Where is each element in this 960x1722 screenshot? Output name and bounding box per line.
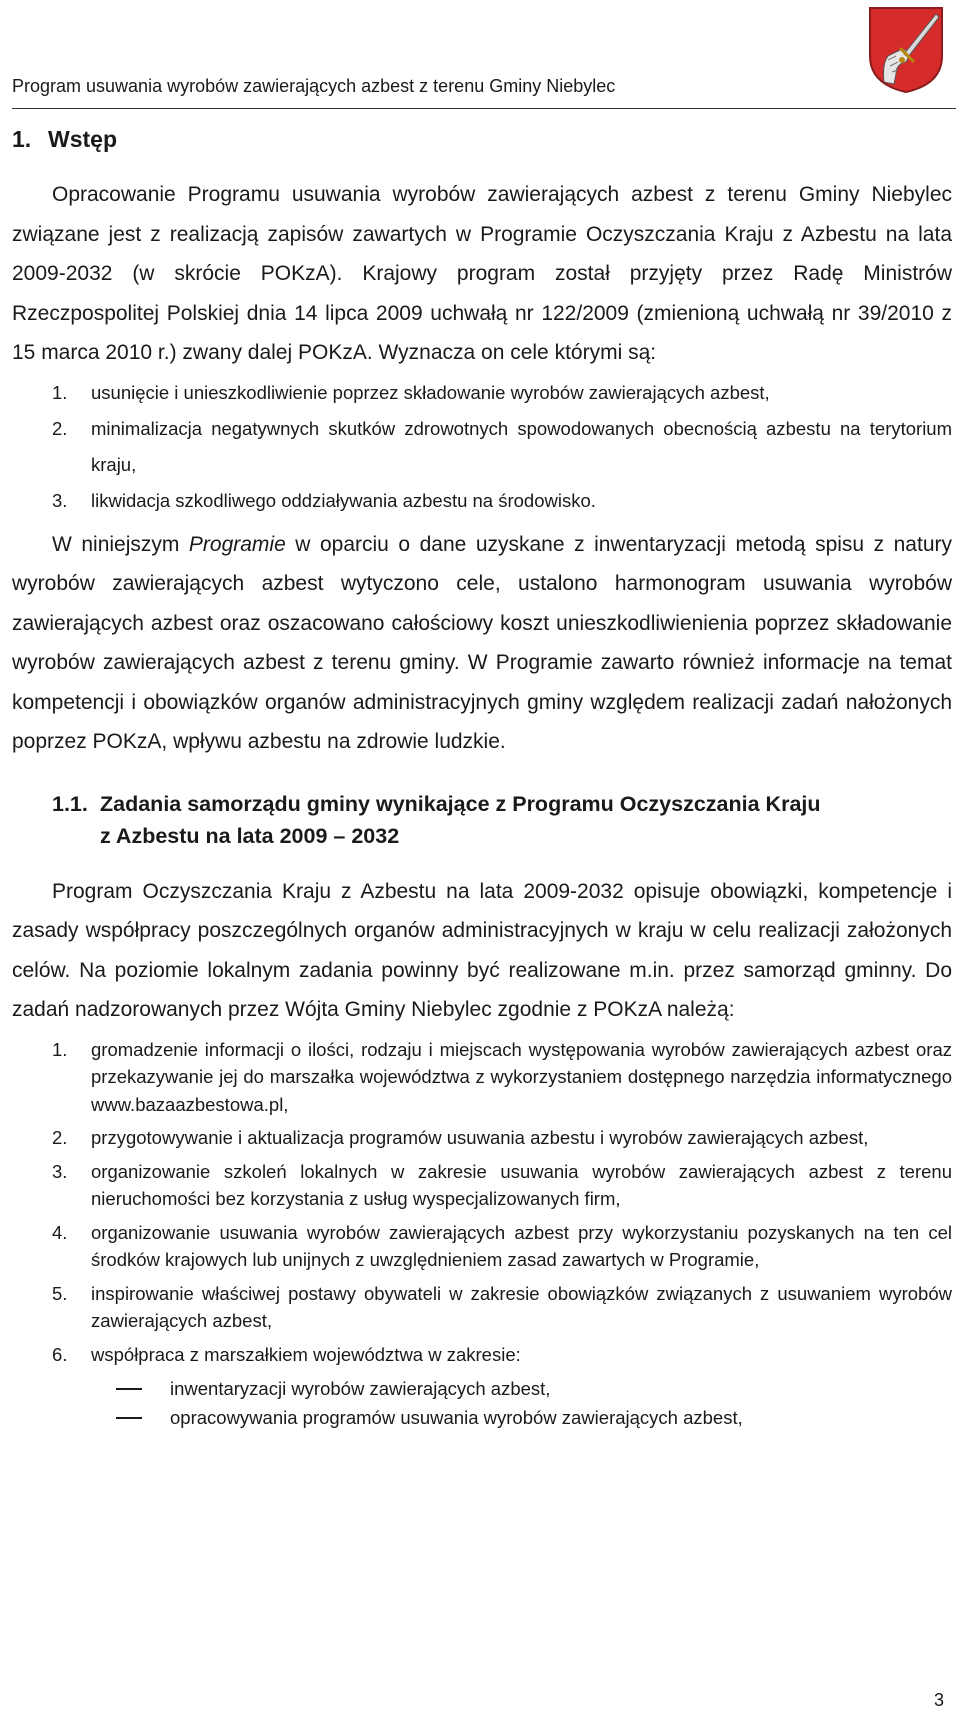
page-number: 3 bbox=[933, 1690, 944, 1710]
dash-bullet bbox=[116, 1388, 142, 1390]
tasks-paragraph: Program Oczyszczania Kraju z Azbestu na lata 2009-2032 opisuje obowiązki, kompetencje i zasady współpracy poszczególnych organów administracyjnych w kraju w celu realizacji założonych celów. Na poziomie lokalnym zadania powinny być realizowane m.in. przez samorząd gminny. Do zadań nadzorowanych przez Wójta Gminy Niebylec zgodnie z POKzA należą: bbox=[12, 879, 952, 1021]
list-text: organizowanie szkoleń lokalnych w zakresie usuwania wyrobów zawierających azbest z terenu nieruchomości bez korzystania z usług wyspecjalizowanych firm, bbox=[91, 1160, 952, 1209]
header-title: Program usuwania wyrobów zawierających azbest z terenu Gminy Niebylec bbox=[12, 76, 616, 96]
list-number: 5. bbox=[52, 1282, 68, 1304]
list-item bbox=[12, 483, 952, 519]
list-text: minimalizacja negatywnych skutków zdrowotnych spowodowanych obecnością azbestu na terytorium kraju, bbox=[91, 417, 952, 475]
list-item bbox=[12, 1341, 952, 1369]
intro-paragraph: Opracowanie Programu usuwania wyrobów zawierających azbest z terenu Gminy Niebylec związane jest z realizacją zapisów zawartych w Programie Oczyszczania Kraju z Azbestu na lata 2009-2032 (w skrócie POKzA). Krajowy program został przyjęty przez Radę Ministrów Rzeczpospolitej Polskiej dnia 14 lipca 2009 uchwałą nr 122/2009 (zmienioną uchwałą nr 39/2010 z 15 marca 2010 r.) zwany dalej POKzA. Wyznacza on cele którymi są: bbox=[12, 183, 952, 364]
list-item bbox=[12, 1219, 952, 1274]
list-text: opracowywania programów usuwania wyrobów zawierających azbest, bbox=[170, 1407, 743, 1428]
list-text: inspirowanie właściwej postawy obywateli w zakresie obowiązków związanych z usuwaniem wyrobów zawierających azbest, bbox=[91, 1282, 952, 1331]
paragraph-text: W niniejszym bbox=[52, 532, 189, 556]
list-item bbox=[12, 411, 952, 483]
list-text: inwentaryzacji wyrobów zawierających azbest, bbox=[170, 1378, 551, 1399]
list-item bbox=[12, 1158, 952, 1213]
list-number: 1. bbox=[52, 381, 68, 403]
list-text: organizowanie usuwania wyrobów zawierających azbest przy wykorzystaniu pozyskanych na ten cel środków krajowych lub unijnych z uwzględnieniem zasad zawartych w Programie, bbox=[91, 1221, 952, 1270]
main-content bbox=[12, 126, 952, 1432]
list-item bbox=[12, 1124, 952, 1152]
subsection-heading bbox=[12, 788, 952, 852]
subtasks-list bbox=[12, 1374, 952, 1432]
list-item bbox=[12, 1374, 952, 1403]
list-number: 4. bbox=[52, 1221, 68, 1243]
program-paragraph bbox=[12, 525, 952, 762]
tasks-list bbox=[12, 1036, 952, 1369]
list-text: likwidacja szkodliwego oddziaływania azbestu na środowisko. bbox=[91, 489, 596, 511]
list-text: współpraca z marszałkiem województwa w zakresie: bbox=[91, 1343, 521, 1365]
section-title: Wstęp bbox=[48, 126, 117, 152]
list-number: 2. bbox=[52, 417, 68, 439]
subsection-number: 1.1. bbox=[52, 791, 88, 816]
list-text: przygotowywanie i aktualizacja programów usuwania azbestu i wyrobów zawierających azbest, bbox=[91, 1127, 869, 1148]
dash-bullet bbox=[116, 1417, 142, 1419]
list-item bbox=[12, 1280, 952, 1335]
list-number: 3. bbox=[52, 1160, 68, 1182]
list-number: 6. bbox=[52, 1343, 68, 1365]
list-text: usunięcie i unieszkodliwienie poprzez składowanie wyrobów zawierających azbest, bbox=[91, 381, 770, 403]
coat-of-arms-icon bbox=[866, 4, 946, 94]
list-number: 1. bbox=[52, 1038, 68, 1060]
paragraph-text: w oparciu o dane uzyskane z inwentaryzacji metodą spisu z natury wyrobów zawierających azbest wytyczono cele, ustalono harmonogram usuwania wyrobów zawierających azbest oraz oszacowano całościowy koszt unieszkodliwienienia poprzez składowanie wyrobów zawierających azbest z terenu gminy. W Programie zawarto również informacje na temat kompetencji i obowiązków organów administracyjnych gminy względem realizacji zadań nałożonych poprzez POKzA, wpływu azbestu na zdrowie ludzkie. bbox=[12, 532, 952, 753]
list-item bbox=[12, 375, 952, 411]
list-text: gromadzenie informacji o ilości, rodzaju i miejscach występowania wyrobów zawierających azbest oraz przekazywanie jej do marszałka województwa z wykorzystaniem dostępnego narzędzia informatycznego www.bazaazbestowa.pl, bbox=[91, 1038, 952, 1115]
section-heading bbox=[12, 126, 952, 153]
list-item bbox=[12, 1036, 952, 1119]
section-number: 1. bbox=[12, 126, 32, 152]
goals-list bbox=[12, 375, 952, 519]
list-number: 3. bbox=[52, 489, 68, 511]
page-header bbox=[12, 0, 956, 109]
subsection-title-line1: Zadania samorządu gminy wynikające z Programu Oczyszczania Kraju bbox=[100, 791, 821, 816]
list-number: 2. bbox=[52, 1127, 68, 1148]
subsection-title-line2: z Azbestu na lata 2009 – 2032 bbox=[100, 823, 400, 848]
paragraph-italic: Programie bbox=[188, 532, 286, 556]
list-item bbox=[12, 1403, 952, 1432]
